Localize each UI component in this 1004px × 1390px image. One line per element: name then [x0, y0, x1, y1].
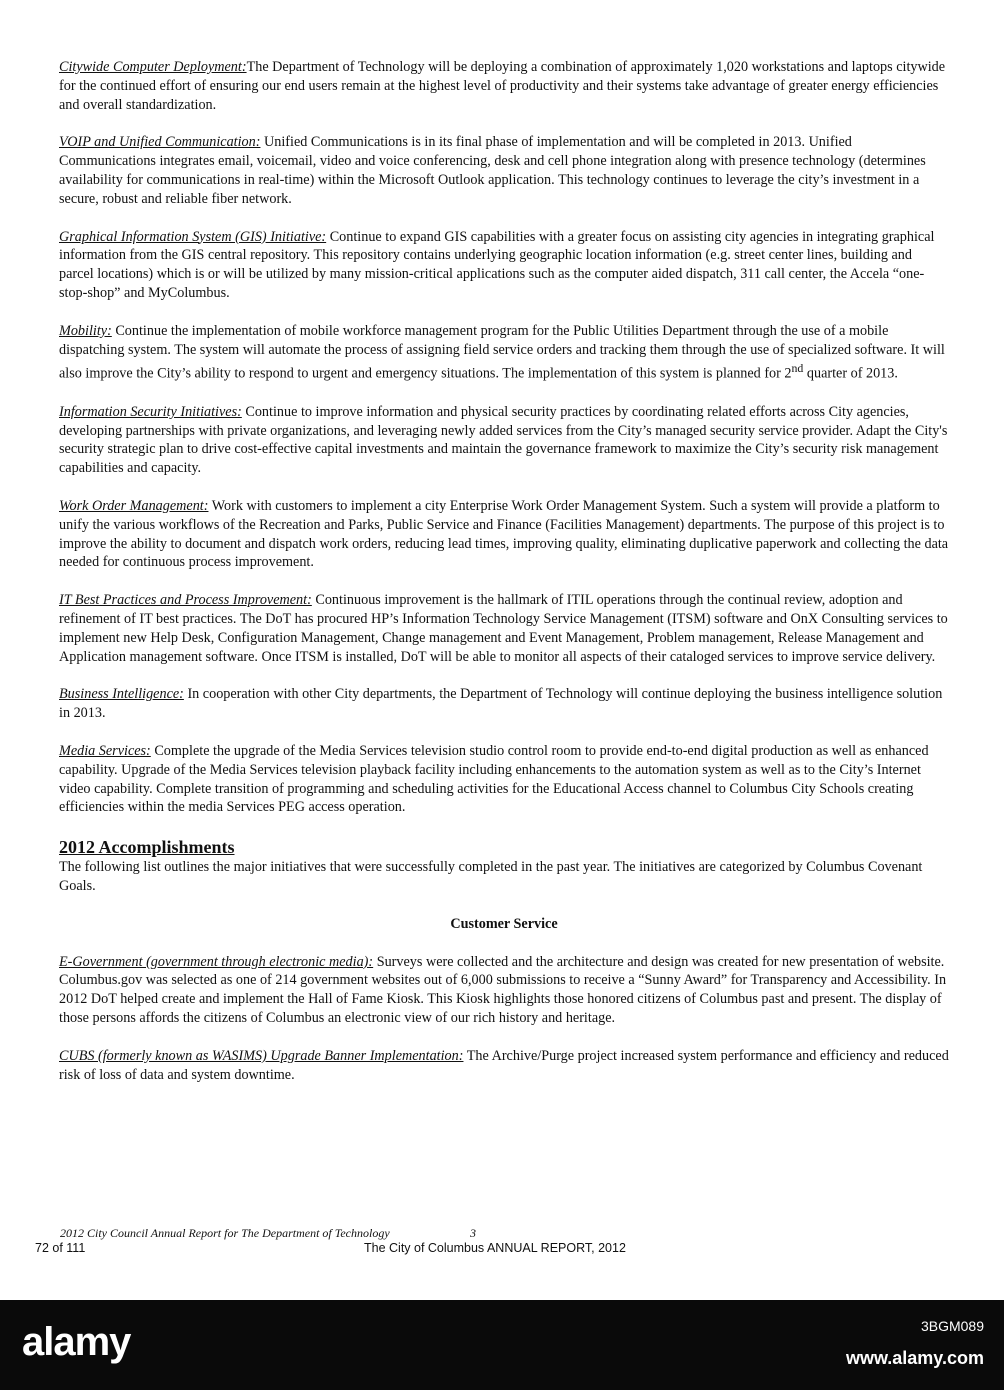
section-information-security — [59, 403, 949, 478]
section-text: Continue to improve information and physical security practices by coordinating related efforts across City agencies, developing partnerships with private organizations, and leveraging newly added services from the City’s managed security service provider. Adapt the City's security strategic plan to drive cost-effective capital investments and maintain the governance framework to maximize the City’s security risk management capabilities and capacity. — [59, 403, 948, 477]
section-business-intelligence — [59, 685, 949, 723]
footer-report-title: 2012 City Council Annual Report for The Department of Technology — [60, 1226, 390, 1240]
footer-page-number: 3 — [470, 1226, 476, 1240]
section-text: Complete the upgrade of the Media Services television studio control room to provide end-to-end digital production as well as enhanced capability. Upgrade of the Media Services television playback facility including enhancements to the automation system as well as to the City’s Internet video capability. Complete transition of programming and scheduling activities for the Educational Access channel to Columbus City Schools creating efficiencies within the media Services PEG access operation. — [59, 743, 929, 816]
section-text-tail: quarter of 2013. — [803, 366, 898, 383]
section-text: Continue the implementation of mobile workforce management program for the Public Utilities Department through the use of a mobile dispatching system. The system will automate the process of assigning field service orders and tracking them through the use of specialized software. It will also improve the City’s ability to respond to urgent and emergency situations. The implementation of this system is planned for 2 — [59, 322, 945, 383]
watermark-banner — [0, 1300, 1004, 1390]
accomplishment-e-government — [59, 953, 949, 1028]
ordinal-superscript: nd — [791, 361, 804, 376]
alamy-logo: alamy — [22, 1320, 131, 1364]
section-lead: Media Services: — [59, 743, 151, 760]
section-lead: Mobility: — [59, 322, 112, 339]
footer-center-text: The City of Columbus ANNUAL REPORT, 2012 — [364, 1241, 626, 1255]
section-lead: IT Best Practices and Process Improvement: — [59, 592, 312, 609]
section-text: The Archive/Purge project increased system performance and efficiency and reduced risk of loss of data and system downtime. — [59, 1047, 949, 1083]
section-text: Continue to expand GIS capabilities with a greater focus on assisting city agencies in integrating graphical information from the GIS central repository. This repository contains underlying geographic location information (e.g. street center lines, building and parcel locations) which is or will be utilized by many mission-critical applications such as the computer aided dispatch, 311 call center, the Accela “one-stop-shop” and MyColumbus. — [59, 228, 935, 301]
section-gis-initiative — [59, 228, 949, 303]
section-text: Work with customers to implement a city Enterprise Work Order Management System. Such a system will provide a platform to unify the various workflows of the Recreation and Parks, Public Service and Finance (Facilities Management) departments. The purpose of this project is to improve the ability to document and dispatch work orders, reducing lead times, improving quality, eliminating duplicative paperwork and collecting the data needed for continuous process improvement. — [59, 498, 949, 571]
section-text: Continuous improvement is the hallmark of ITIL operations through the continual review, adoption and refinement of IT best practices. The DoT has procured HP’s Information Technology Service Management (ITSM) software and OnX Consulting services to implement new Help Desk, Configuration Management, Change management and Event Management, Problem management, Release Management and Application management software. Once ITSM is installed, DoT will be able to monitor all aspects of their cataloged services to improve service delivery. — [59, 592, 948, 665]
section-lead: Work Order Management: — [59, 498, 209, 515]
watermark-site: www.alamy.com — [845, 1348, 984, 1368]
section-text: The Department of Technology will be deploying a combination of approximately 1,020 workstations and laptops citywide for the continued effort of ensuring our end users remain at the highest level of productivity and their systems take advantage of greater energy efficiencies and overall standardization. — [59, 59, 946, 113]
section-work-order-management — [59, 497, 949, 572]
accomplishment-cubs-upgrade — [59, 1047, 949, 1085]
stock-image-id: 3BGM089 — [920, 1318, 984, 1334]
customer-service-subheading: Customer Service — [450, 915, 558, 932]
section-text: Surveys were collected and the architecture and design was created for new presentation of website. Columbus.gov was selected as one of 214 government websites out of 6,000 submissions to receive a “Sunny Award” for Transparency and Accessibility. In 2012 DoT helped create and implement the Hall of Fame Kiosk. This Kiosk highlights those honored citizens of Columbus past and present. The display of those persons affords the citizens of Columbus an electronic view of our rich history and heritage. — [59, 953, 947, 1027]
section-lead: Graphical Information System (GIS) Initiative: — [59, 228, 327, 245]
section-mobility — [59, 322, 949, 384]
section-text: Unified Communications is in its final phase of implementation and will be completed in 2013. Unified Communications integrates email, voicemail, video and voice conferencing, desk and cell phone integration along with presence technology (determines availability for communications in real-time) within the Microsoft Outlook application. This technology continues to leverage the city’s investment in a secure, robust and reliable fiber network. — [59, 134, 926, 207]
section-text: In cooperation with other City departments, the Department of Technology will continue deploying the business intelligence solution in 2013. — [59, 686, 943, 722]
section-lead: VOIP and Unified Communication: — [59, 134, 261, 151]
section-media-services — [59, 742, 949, 817]
section-it-best-practices — [59, 591, 949, 666]
section-lead: Business Intelligence: — [59, 686, 184, 703]
section-lead: E-Government (government through electronic media): — [59, 953, 374, 970]
accomplishments-intro: The following list outlines the major initiatives that were successfully completed in the past year. The initiatives are categorized by Columbus Covenant Goals. — [59, 859, 923, 895]
section-lead: CUBS (formerly known as WASIMS) Upgrade Banner Implementation: — [59, 1047, 464, 1064]
section-lead: Information Security Initiatives: — [59, 403, 242, 420]
accomplishments-heading: 2012 Accomplishments — [59, 837, 235, 858]
section-voip-unified-communication — [59, 133, 949, 208]
footer-page-count: 72 of 111 — [35, 1241, 86, 1255]
document-body — [59, 58, 949, 1103]
section-lead: Citywide Computer Deployment: — [59, 59, 247, 75]
section-citywide-computer-deployment — [59, 58, 949, 114]
